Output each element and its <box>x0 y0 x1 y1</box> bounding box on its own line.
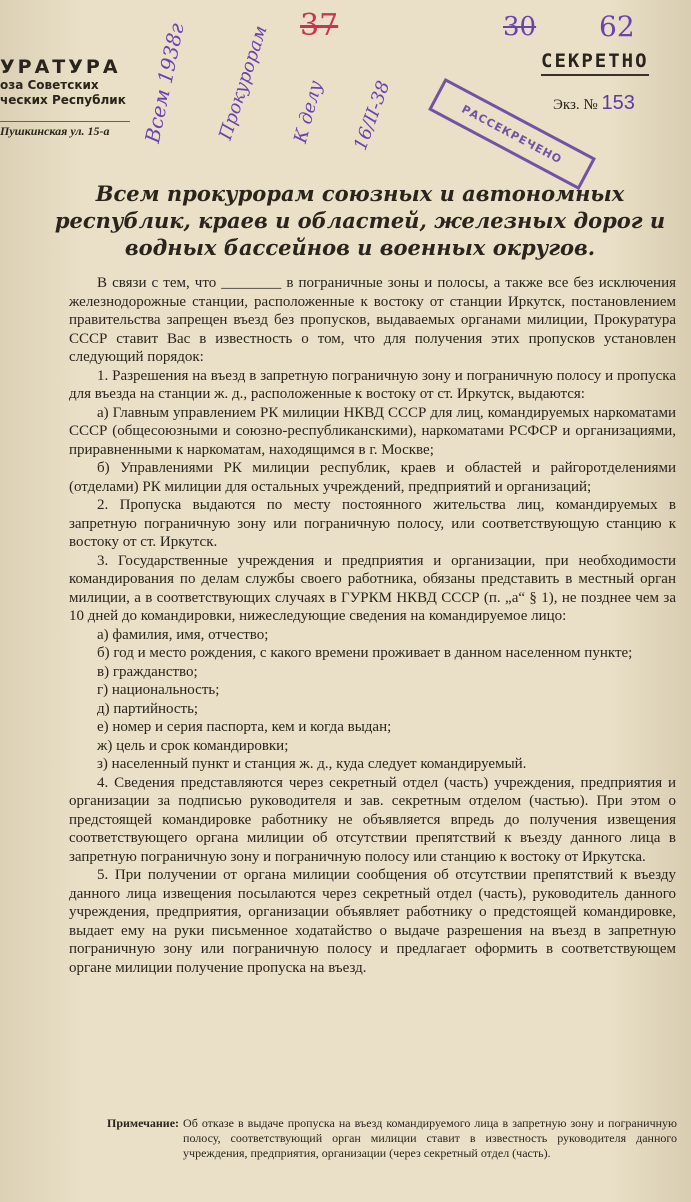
list-item: е) номер и серия паспорта, кем и когда выдан; <box>97 719 392 735</box>
copy-number-line <box>553 92 635 115</box>
paragraph-5: 5. При получении от органа милиции сообщения об отсутствии препятствий к въезду данного лица извещения посылаются через секретный отдел (часть), руководитель данного учреждения, предприятия, организации объявляет работнику о предстоящей командировке, выдает ему на руки письменное ходатайство о выдаче разрешения на въезд в запретную пограничную зону или пограничную полосу и предлагает оформить в соответствующем органе милиции получение пропуска на въезд. <box>69 867 676 976</box>
note-label: Примечание: <box>107 1116 180 1130</box>
list-item: г) национальность; <box>97 682 220 698</box>
handwritten-vertical-note: Прокурорам <box>215 23 272 143</box>
list-item: в) гражданство; <box>97 663 198 680</box>
handwritten-red-number: 37 <box>300 8 339 43</box>
list-item: д) партийность; <box>97 700 199 717</box>
handwritten-crossed-number: 30 <box>503 12 537 42</box>
declassified-stamp: РАССЕКРЕЧЕНО <box>428 78 596 190</box>
org-subtitle-1: оза Советских <box>0 78 99 92</box>
paragraph-1b: б) Управлениями РК милиции республик, краев и областей и райгоротделениями (отделами) РК милиции для остальных учреждений, предприятий и организаций; <box>69 460 676 495</box>
handwritten-number: 62 <box>599 10 635 43</box>
org-name: УРАТУРА <box>0 56 121 78</box>
paragraph-3: 3. Государственные учреждения и предприятия и организации, при необходимости командирования по делам службы своего работника, обязаны представить в местный орган милиции, а в соответствующих случаях в ГУРКМ НКВД СССР (п. „а“ § 1), не позднее чем за 10 дней до командировки, нижеследующие сведения на командируемое лицо: <box>69 552 676 624</box>
copy-number: 153 <box>601 92 635 114</box>
footnote <box>107 1116 677 1161</box>
list-item: з) населенный пункт и станция ж. д., куда следует командируемый. <box>97 756 527 772</box>
paragraph-1a: а) Главным управлением РК милиции НКВД СССР для лиц, командируемых наркоматами СССР (общесоюзными и союзно-республиканскими), наркоматами РСФСР и организациями, приравненными к наркоматам, находящимся в г. Москве; <box>69 404 676 458</box>
document-title: Всем прокурорам союзных и автономных республик, краев и областей, железных дорог и водных бассейнов и военных округов. <box>54 181 666 260</box>
list-item: а) фамилия, имя, отчество; <box>97 626 269 643</box>
document-body <box>69 274 676 977</box>
note-text: Об отказе в выдаче пропуска на въезд командируемого лица в запретную зону и пограничную полосу, соответствующий орган милиции ставит в известность руководителя данного учреждения, предприятия, организации (через секретный отдел (часть). <box>183 1116 677 1160</box>
paragraph-1: 1. Разрешения на въезд в запретную пограничную зону и пограничную полосу и пропуска для въезда на станции ж. д., расположенные к востоку от ст. Иркутск, выдаются: <box>69 367 676 402</box>
handwritten-receiver-note: К делу <box>290 78 327 146</box>
paragraph-4: 4. Сведения представляются через секретный отдел (часть) учреждения, предприятия и организации за подписью руководителя и зав. секретным отделом (частью). При этом о предстоящей командировке работнику не объявляется впредь до получения извещения соответствующего органа милиции об отсутствии препятствий к въезду данного лица в запретную пограничную зону и пограничную полосу или станцию к востоку от Иркутска. <box>69 774 676 865</box>
handwritten-date-note: Всем 1938г <box>140 20 189 145</box>
list-item: б) год и место рождения, с какого времени проживает в данном населенном пункте; <box>97 645 633 661</box>
organization-header <box>0 56 126 107</box>
handwritten-receiver-date: 16/II-38 <box>350 78 395 154</box>
secret-label: СЕКРЕТНО <box>541 50 649 76</box>
org-subtitle-2: ческих Республик <box>0 93 126 107</box>
copy-label: Экз. № <box>553 97 598 113</box>
intro-paragraph: В связи с тем, что ________ в пограничные зоны и полосы, а также все без исключения железнодорожные станции, расположенные к востоку от станции Иркутск, постановлением правительства запрещен въезд без пропусков, выдаваемых органами милиции, Прокуратура СССР ставит Вас в известность о том, что для получения этих пропусков установлен следующий порядок: <box>69 275 676 365</box>
paragraph-2: 2. Пропуска выдаются по месту постоянного жительства лиц, командируемых в запретную пограничную зону или пограничную полосу, или соответствующую станцию к востоку от ст. Иркутск. <box>69 497 676 550</box>
list-item: ж) цель и срок командировки; <box>97 737 289 754</box>
org-address: Пушкинская ул. 15-а <box>0 121 130 139</box>
